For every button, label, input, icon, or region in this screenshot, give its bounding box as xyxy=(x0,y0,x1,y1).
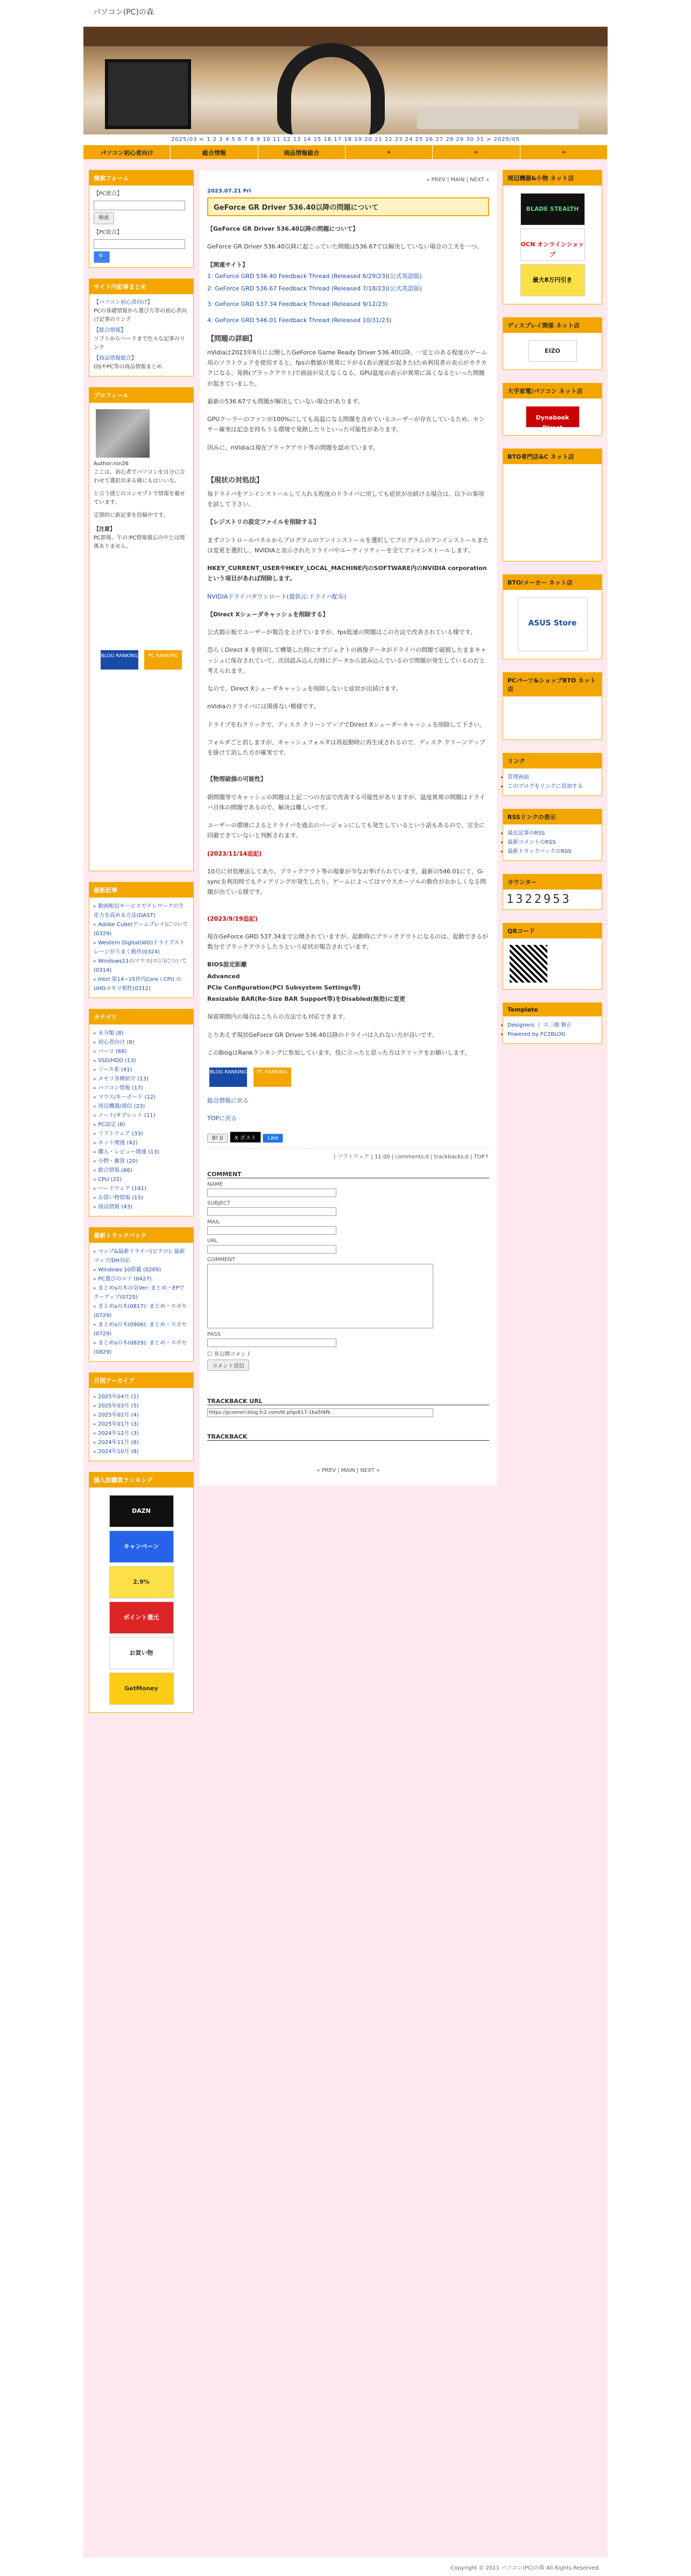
post-intro: GeForce GR Driver 536.40以降に起こっていた問題は536.67で以解決していない場合の工夫を一つ。 xyxy=(207,243,483,251)
search-button[interactable]: 検索 xyxy=(94,212,114,224)
search-icon[interactable]: 🔍 xyxy=(94,251,110,263)
calendar-date-nav[interactable]: 2025/03 < 1 2 3 4 5 6 7 8 9 10 11 12 13 14 15 16 17 18 19 20 21 22 23 24 25 26 27 28 29 30 31 > 2025/05 xyxy=(83,134,608,145)
menu-item-general[interactable]: 総合情報 xyxy=(171,145,258,159)
site-title[interactable]: パソコン(PC)の森 xyxy=(93,8,154,17)
profile-author: Author:nin26 xyxy=(94,461,129,467)
section-paragraph: nVidiaのドライバには関係ない模様です。 xyxy=(207,703,320,710)
trackback-heading: TRACKBACK xyxy=(207,1433,489,1441)
x-post-button[interactable]: X ポスト xyxy=(230,1132,261,1143)
update-date-2: (2023/9/19追記) xyxy=(207,915,258,922)
rss-link[interactable]: • 最近記事のRSS xyxy=(507,829,597,838)
post-intro-heading: 【GeForce GR Driver 536.40以降の問題について】 xyxy=(207,225,359,232)
article xyxy=(199,170,497,1486)
profile-text-3: 定期的に新記事を投稿中です。 xyxy=(94,513,169,518)
comment-body-textarea[interactable] xyxy=(207,1264,433,1328)
category-item[interactable]: ▸ パソコン情報 (17) xyxy=(94,1084,189,1093)
section-paragraph: 10月に対処療法してあり、ブラックアウト等の現象が今なお挙げられています。最新の546.01にて、G-syncを利用時でもティアリングが発生したり、ゲームによってはマウスカーソルの動作がおかしくなる問題が出ている様です。 xyxy=(207,867,486,896)
search-label-2: 【PC総合】 xyxy=(94,230,123,236)
archive-item[interactable]: ▸ 2024年10月 (8) xyxy=(94,1447,189,1456)
right-box-title: ディスプレイ関係 ネット店 xyxy=(503,318,602,333)
menu-item-more-3[interactable]: » xyxy=(520,145,608,159)
archive-box xyxy=(89,1372,194,1461)
search-input-2[interactable] xyxy=(94,239,185,249)
post-title: GeForce GR Driver 536.40以降の問題について xyxy=(207,197,489,216)
right-box-title: PCパーツ&ショップBTO ネット店 xyxy=(503,673,602,696)
category-title: カテゴリ xyxy=(89,1009,193,1024)
new-entry-item[interactable]: ▸ Intel 第14~15世代Core i CPU のUHDメモリ相性(0312) xyxy=(94,975,189,993)
site-summary-title: サイト内記事まとめ xyxy=(89,279,193,294)
post-meta: | ソフトウェア | 11:00 | comments:0 | trackbacks:0 | TOP↑ xyxy=(207,1148,489,1160)
category-item[interactable]: ▸ ソース系 (41) xyxy=(94,1065,189,1074)
trackback-item[interactable]: ▸ Windows 10搭載 (0209) xyxy=(94,1265,189,1275)
rss-link[interactable]: • 最新トラックバックのRSS xyxy=(507,847,597,856)
category-item[interactable]: ▸ パーツ (68) xyxy=(94,1047,189,1056)
comment-url-input[interactable] xyxy=(207,1245,336,1254)
profile-box xyxy=(89,387,194,871)
header-monitor-graphic xyxy=(105,59,191,129)
related-link[interactable]: 4: GeForce GRD 546.01 Feedback Thread (Released 10/31/23) xyxy=(207,316,392,324)
post-date: 2023.07.21 Fri xyxy=(207,188,251,194)
bios-heading: BIOS設定距離 xyxy=(207,961,247,969)
right-box-electronics xyxy=(503,383,602,436)
archive-item[interactable]: ▸ 2025年02月 (4) xyxy=(94,1411,189,1420)
new-entries-title: 最新記事 xyxy=(89,883,193,898)
category-item[interactable]: ▸ ネット関連 (42) xyxy=(94,1138,189,1148)
ad-dynabook[interactable]: Dynabook Direct xyxy=(526,406,580,428)
comment-subject-input[interactable] xyxy=(207,1207,336,1216)
category-item[interactable]: ▸ 未分類 (8) xyxy=(94,1029,189,1038)
category-item[interactable]: ▸ メモリ各種紹介 (13) xyxy=(94,1074,189,1084)
section-paragraph: 恐らくDirect X を使用して構築した時にオブジェクトの画像データがドライバの問題で破損したままキャッシュに保存されていて、次回読み込んだ時にデータから読み込んでいるので問題が発生しているのだと考えられます。 xyxy=(207,646,486,674)
ad-eizo[interactable]: EIZO xyxy=(528,340,577,362)
pc-ranking-banner[interactable]: PC RANKING xyxy=(253,1068,291,1087)
category-item[interactable]: ▸ 初心者向け (8) xyxy=(94,1038,189,1047)
qr-code-icon xyxy=(510,945,547,983)
nvidia-download-link[interactable]: NVIDIAドライバダウンロード(提供元:ドライバ配布) xyxy=(207,593,347,600)
new-entry-item[interactable]: ▸ Windows11のマウス(ロジ)について(0314) xyxy=(94,957,189,975)
site-summary-box xyxy=(89,279,194,376)
comment-submit-button[interactable]: コメント送信 xyxy=(207,1360,249,1371)
template-box xyxy=(503,1002,602,1044)
private-label: 非公開コメント xyxy=(214,1351,252,1357)
ads-title: 個人的購買ランキング xyxy=(89,1472,193,1488)
category-item[interactable]: ▸ PC設定 (8) xyxy=(94,1120,189,1129)
link-item[interactable]: • 管理画面 xyxy=(507,773,597,782)
site-link-products[interactable]: 【商品情報総合】 xyxy=(94,355,137,361)
links-box xyxy=(503,753,602,796)
ad-ocn-shop[interactable]: OCN オンラインショップ xyxy=(520,229,585,261)
trackback-url-heading: TRACKBACK URL xyxy=(207,1398,489,1405)
link-item[interactable]: • このブログをリンクに追加する xyxy=(507,782,597,791)
related-link[interactable]: 3: GeForce GRD 537.34 Feedback Thread (Released 9/12/23) xyxy=(207,301,388,308)
page-body xyxy=(83,159,608,2558)
category-item[interactable]: ▸ 商品情報 (43) xyxy=(94,1202,189,1212)
comment-subject-label: SUBJECT xyxy=(207,1200,230,1206)
blog-ranking-banner[interactable]: BLOG RANKING xyxy=(209,1068,247,1087)
right-box-title: Template xyxy=(503,1003,602,1016)
ad-banner-campaign[interactable]: キャンペーン xyxy=(109,1531,174,1563)
trackback-box xyxy=(89,1227,194,1362)
post-nav-bottom[interactable]: « PREV | MAIN | NEXT » xyxy=(316,1467,380,1474)
search-form-box xyxy=(89,170,194,268)
category-item[interactable]: ▸ ノート/タブレット (11) xyxy=(94,1111,189,1120)
header-banner-image xyxy=(83,27,608,134)
blog-ranking-banner[interactable]: BLOG RANKING xyxy=(101,650,138,670)
right-box-title: カウンター xyxy=(503,874,602,889)
category-box xyxy=(89,1009,194,1216)
menu-item-more-2[interactable]: » xyxy=(433,145,520,159)
profile-title: プロフィール xyxy=(89,388,193,403)
site-link-general[interactable]: 【総合情報】 xyxy=(94,328,126,333)
right-box-maker xyxy=(503,574,602,659)
comment-mail-label: MAIL xyxy=(207,1219,220,1225)
archive-title: 月別アーカイブ xyxy=(89,1373,193,1388)
menu-item-more-1[interactable]: » xyxy=(346,145,433,159)
header-headphone-graphic xyxy=(277,43,385,134)
right-box-title: QRコード xyxy=(503,923,602,938)
section-paragraph: なので、Direct Xシェーダキャッシュを削除しないと症状が出続けます。 xyxy=(207,685,402,692)
section-paragraph: 公式掲示板でユーザーが報告を上げていますが、fps低速の問題はこの方法で改善されている様です。 xyxy=(207,629,476,636)
comment-name-label: NAME xyxy=(207,1181,223,1187)
ad-banner-rate[interactable]: 2.9% xyxy=(109,1566,174,1598)
left-sidebar xyxy=(89,170,194,1724)
category-item[interactable]: ▸ 周辺機器/通信 (23) xyxy=(94,1102,189,1111)
right-box-title: 周辺機器&小物 ネット店 xyxy=(503,170,602,186)
bios-step: Resizable BAR(Re-Size BAR Support等)をDisabled(無効)に変更 xyxy=(207,995,406,1002)
counter-box xyxy=(503,874,602,910)
bios-step: Advanced xyxy=(207,972,240,980)
right-sidebar xyxy=(503,170,602,1057)
new-entries-box xyxy=(89,882,194,998)
post-nav-top[interactable]: « PREV | MAIN | NEXT » xyxy=(426,177,489,183)
category-item[interactable]: ▸ 小物・雑貨 (20) xyxy=(94,1157,189,1166)
profile-text-2: と言う感じのコンセプトで情報を載せています。 xyxy=(94,491,185,506)
new-entry-item[interactable]: ▸ Western Digital(WD)ドライブストレージがうまく動作(0324) xyxy=(94,938,189,957)
comment-mail-input[interactable] xyxy=(207,1226,336,1235)
section-paragraph: 現在GeForce GRD 537.34まで公開されていますが、起動時にブラックアウトになるのは、起動できるが数分でブラックアウトしたりという症状が報告されています。 xyxy=(207,933,488,950)
header-keyboard-graphic xyxy=(417,108,579,129)
header-shelf-graphic xyxy=(83,27,608,46)
trackback-url-field[interactable]: https://pcomori.blog.fc2.com/tb.php/617-1ba5f4fb xyxy=(207,1408,433,1417)
related-link[interactable]: 2: GeForce GRD 536.67 Feedback Thread (Released 7/18/23)(公式英語版) xyxy=(207,285,422,292)
category-item[interactable]: ▸ お買い物情報 (15) xyxy=(94,1193,189,1202)
comment-body-label: COMMENT xyxy=(207,1256,236,1263)
related-sites-heading: 【関連サイト】 xyxy=(207,261,249,268)
back-to-top-link[interactable]: TOPに戻る xyxy=(207,1115,237,1122)
section-paragraph: 最新の536.67でも問題が解決していない場合があります。 xyxy=(207,397,364,405)
ad-banner-getmoney[interactable]: GetMoney xyxy=(109,1673,174,1705)
right-box-pc-parts xyxy=(503,672,602,740)
section-subheading: 【レジストリの設定ファイルを削除する】 xyxy=(207,518,320,526)
right-box-title: BTO専門店&C ネット店 xyxy=(503,449,602,464)
section-paragraph: まずコントロールパネルからプログラムのアンインストールを選択してプログラムのアンインストールまたは変更を選択し、NVIDIAと表示されたドライバやユーティリティーを全てアンインストールします。 xyxy=(207,536,489,554)
ad-blade-stealth[interactable]: BLADE STEALTH xyxy=(520,193,585,225)
comment-pass-label: PASS xyxy=(207,1331,221,1337)
section-paragraph: GPUクーラーのファンが100%にしても高温になる問題を含めているユーザーが存在しているため、センサー確実は記念を持ちうる環境で発熱したりといった可能性があります。 xyxy=(207,416,485,433)
facebook-like-button[interactable]: Like xyxy=(263,1134,283,1143)
category-item[interactable]: ▸ ソフトウェア (33) xyxy=(94,1129,189,1138)
right-box-peripherals xyxy=(503,170,602,304)
profile-text: ここは、初心者でパソコンを自分に合わせて選択出来る様にもはいいな。 xyxy=(94,469,185,484)
archive-item[interactable]: ▸ 2024年11月 (6) xyxy=(94,1438,189,1447)
archive-item[interactable]: ▸ 2024年12月 (3) xyxy=(94,1429,189,1438)
section-paragraph: 因みに、nVidiaは現在ブラックアウト等の問題を認めています。 xyxy=(207,444,379,451)
section-paragraph: フォルダごと消しますが、キャッシュフォルダは再起動時に再生成されるので、ディスク クリーンアップを掛けて消した方が確実です。 xyxy=(207,738,485,756)
right-box-display xyxy=(503,317,602,370)
trackback-item[interactable]: ▸ PC選びのコツ (0427) xyxy=(94,1275,189,1284)
site-desc-general: ソフトからハードまで色々な記事のリンク xyxy=(94,336,185,351)
trackback-item[interactable]: ▸ マップ&最新ドライバ(ピクロ): 最新マップ/DH対応 xyxy=(94,1247,189,1265)
category-item[interactable]: ▸ SSD/HDD (13) xyxy=(94,1056,189,1065)
section-paragraph: 毎ドライバをアンインストールして入れる程度のドライバに戻しても症状が出続ける場合は、以下の事項を試して下さい。 xyxy=(207,490,484,508)
right-box-title: リンク xyxy=(503,753,602,768)
menu-item-beginner[interactable]: パソコン初心者向け xyxy=(83,145,171,159)
footer-copyright: Copyright © 2011 パソコン(PC)の森 All Rights Reserved. xyxy=(83,2558,608,2576)
trackback-title: 最新トラックバック xyxy=(89,1228,193,1243)
right-box-bto xyxy=(503,449,602,561)
comment-pass-input[interactable] xyxy=(207,1339,336,1347)
category-item[interactable]: ▸ 総合情報 (66) xyxy=(94,1166,189,1175)
ads-box xyxy=(89,1472,194,1713)
archive-item[interactable]: ▸ 2025年04月 (1) xyxy=(94,1392,189,1401)
category-item[interactable]: ▸ 購入・レビュー関連 (13) xyxy=(94,1148,189,1157)
trackback-item[interactable]: ▸ まとめsの木(0906): まとめ・スポセ(0729) xyxy=(94,1320,189,1339)
section-paragraph: ユーザーの環境によるとドライバを過去のバージョンにしても発生しているという話もあるので、完全に回避できていないと判断されます。 xyxy=(207,822,485,839)
right-box-title: BTO/メーカー ネット店 xyxy=(503,575,602,590)
site-link-beginner[interactable]: 【パソコン初心者向け】 xyxy=(94,300,153,305)
trackback-item[interactable]: ▸ まとめsの木の気Ver: まとめ・EPでクーアップ(0725) xyxy=(94,1284,189,1302)
section-heading-hardware: 【物理破損の可能性】 xyxy=(207,775,266,783)
profile-note: PC即報、午の:PC情報備忘の中とは関係ありません。 xyxy=(94,535,185,550)
ranking-text: このBlogはRankランキングに参加しています。役に立ったと思った方はクリックをお願いします。 xyxy=(207,1049,471,1056)
trackback-item[interactable]: ▸ まとめsの木(0829): まとめ・スポセ(0829) xyxy=(94,1339,189,1357)
section-paragraph: HKEY_CURRENT_USERやHKEY_LOCAL_MACHINE内のSOFTWARE内のNVIDIA corporationという項目があれば削除します。 xyxy=(207,565,487,582)
section-paragraph: とりあえず現状GeForce GR Driver 536.40以降のドライバは入れない方が良いです。 xyxy=(207,1031,438,1038)
ad-asus-store[interactable]: ASUS Store xyxy=(518,597,588,651)
section-heading-directx: 【Direct Xシェーダキャッシュを削除する】 xyxy=(207,610,329,618)
qr-box xyxy=(503,923,602,990)
avatar xyxy=(96,409,150,458)
section-paragraph: 朝問題等でキャッシュの問題は上記二つの方法で改善する可能性がありますが、温度異常の問題はドライバ自体の問題であるので、解決は難しいです。 xyxy=(207,793,485,811)
archive-item[interactable]: ▸ 2025年03月 (5) xyxy=(94,1401,189,1411)
section-heading-workaround: 【現状の対処法】 xyxy=(207,476,264,485)
site-desc-beginner: PCの基礎情報から選び方等の初心者向け記事のリンク xyxy=(94,308,187,323)
ad-banner-dazn[interactable]: DAZN xyxy=(109,1495,174,1527)
back-to-category-link[interactable]: 総合情報に戻る xyxy=(207,1097,249,1104)
ad-banner-points[interactable]: ポイント還元 xyxy=(109,1602,174,1634)
main-content xyxy=(199,170,497,1486)
site-desc-products: OSやPC等の商品情報まとめ xyxy=(94,364,163,370)
right-box-title: RSSリンクの表示 xyxy=(503,809,602,824)
profile-note-heading: 【注意】 xyxy=(94,526,115,532)
template-link[interactable]: • Designers ミ ス三様 修正 xyxy=(507,1021,597,1030)
hatena-bookmark-button[interactable]: B! 0 xyxy=(207,1134,228,1143)
section-paragraph: 保留期間内の場合はこちらの方法でも対応できます。 xyxy=(207,1013,349,1021)
top-header xyxy=(83,0,608,27)
section-paragraph: ドライブを右クリックで、ディスク クリーンアップでDirect Xシェーダーキャッシュを削除して下さい。 xyxy=(207,721,486,728)
section-paragraph: nVidiaは2023年6月に公開したGeForce Game Ready Driver 536.40以降、一定とのある程度のゲーム用のソフトウェアを使用すると、fpsの数値が異常に下がる(表示遅延が起きた)ため利用者の表示がカクカクになる、発熱(ブラックアウト)で画面が見えなくなる、GPU温度の表示が異常に高くなるといった問題が起きていました。 xyxy=(207,348,488,387)
ad-banner-shopping[interactable]: お買い物 xyxy=(109,1637,174,1669)
new-entry-item[interactable]: ▸ 動画配信サービスでテレワークの生産力を高める方法(DAST) xyxy=(94,902,189,920)
comment-url-label: URL xyxy=(207,1237,218,1244)
private-checkbox[interactable]: ☐ xyxy=(207,1351,212,1357)
ad-discount[interactable]: 最大8万円引き xyxy=(520,264,585,296)
bios-step: PCIe Configuration(PCI Subsystem Settings等) xyxy=(207,984,361,991)
category-item[interactable]: ▸ ハードウェア (191) xyxy=(94,1184,189,1193)
search-label-1: 【PC総合】 xyxy=(94,191,123,197)
menu-item-products[interactable]: 商品情報総合 xyxy=(258,145,346,159)
rss-link[interactable]: • 最新コメントのRSS xyxy=(507,838,597,847)
comment-heading: COMMENT xyxy=(207,1171,489,1178)
main-menu-bar xyxy=(83,145,608,159)
rss-box xyxy=(503,809,602,861)
comment-name-input[interactable] xyxy=(207,1189,336,1197)
pc-ranking-banner[interactable]: PC RANKING xyxy=(144,650,182,670)
trackback-item[interactable]: ▸ まとめsの木(0817): まとめ・スポセ(0729) xyxy=(94,1302,189,1320)
archive-item[interactable]: ▸ 2025年01月 (3) xyxy=(94,1420,189,1429)
search-input-1[interactable] xyxy=(94,201,185,210)
related-link[interactable]: 1: GeForce GRD 536.40 Feedback Thread (Released 6/29/23)(公式英語版) xyxy=(207,272,422,280)
new-entry-item[interactable]: ▸ Adobe Cube(ゲームプレイ)について(0329) xyxy=(94,920,189,938)
section-heading-details: 【問題の詳細】 xyxy=(207,335,257,343)
category-item[interactable]: ▸ マウス/キーボード (12) xyxy=(94,1093,189,1102)
visit-counter: 1322953 xyxy=(506,893,572,906)
update-date-1: (2023/11/14追記) xyxy=(207,850,262,857)
search-form-title: 検索フォーム xyxy=(89,170,193,186)
right-box-title: 大手家電/パソコン ネット店 xyxy=(503,383,602,399)
template-link[interactable]: • Powered by FC2BLOG xyxy=(507,1030,597,1039)
category-item[interactable]: ▸ CPU (22) xyxy=(94,1175,189,1184)
